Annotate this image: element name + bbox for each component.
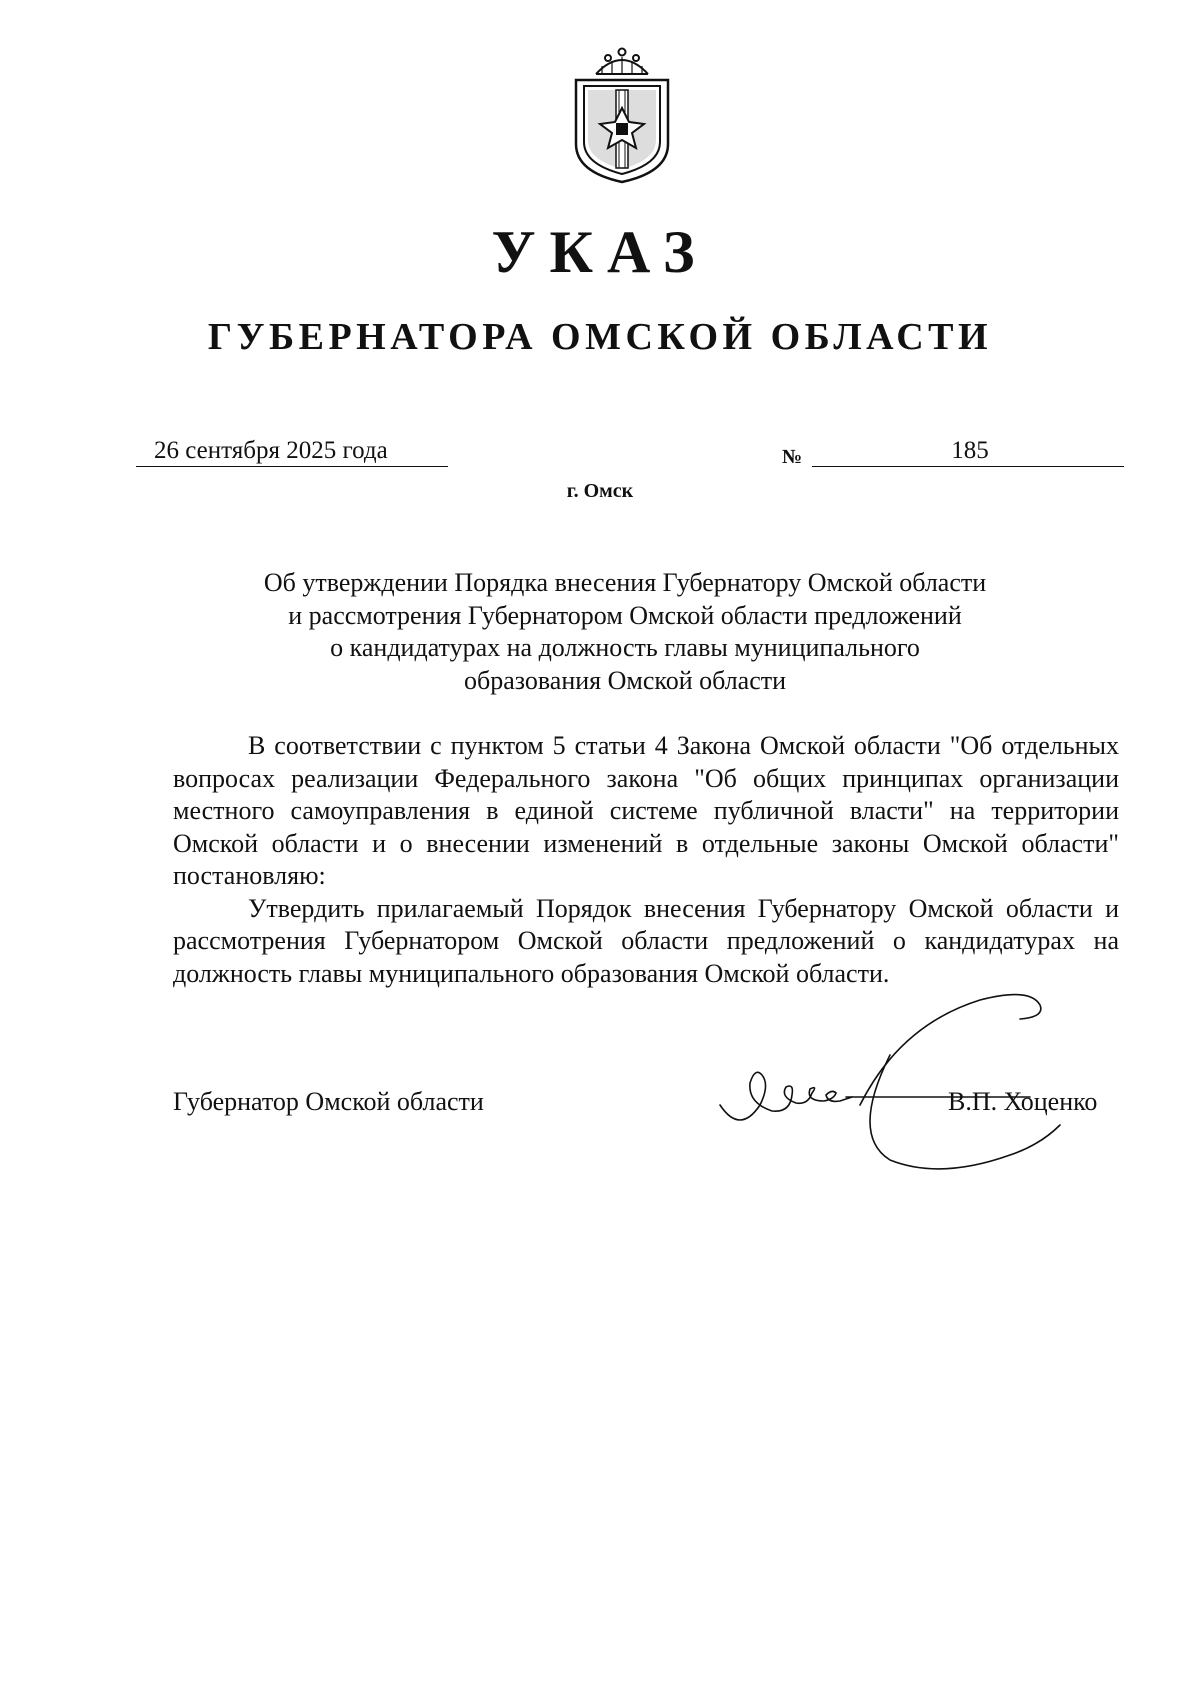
body-paragraph: В соответствии с пунктом 5 статьи 4 Закона Омской области "Об отдельных вопросах реализации Федерального закона "Об общих принципах организации местного самоуправления в единой системе публичной власти" на территории Омской области и о внесении изменений в отдельные законы Омской области" постановляю: [173,731,1119,890]
document-subtitle: ГУБЕРНАТОРА ОМСКОЙ ОБЛАСТИ [207,316,993,358]
subject-line: Об утверждении Порядка внесения Губернатору Омской области [263,568,987,597]
decree-city: г. Омск [566,480,634,502]
decree-body [173,730,1119,990]
decree-number [812,436,1124,467]
document-title: УКАЗ [491,219,709,285]
subject-line: о кандидатурах на должность главы муниципального [330,633,920,662]
coat-of-arms-emblem [566,44,678,184]
decree-date-text: 26 сентября 2025 года [154,437,388,464]
decree-subject [170,567,1080,697]
subject-line: и рассмотрения Губернатором Омской области предложений [288,600,962,630]
handwritten-signature [700,985,1170,1185]
subject-line: образования Омской области [463,665,787,695]
signatory-position: Губернатор Омской области [173,1087,484,1116]
body-paragraph: Утвердить прилагаемый Порядок внесения Губернатору Омской области и рассмотрения Губернатором Омской области предложений о кандидатурах на должность главы муниципального образования Омской области. [173,893,1119,988]
signatory-name: В.П. Хоценко [948,1087,1098,1116]
decree-number-label: № [782,446,803,468]
decree-number-text: 185 [951,437,989,464]
decree-date [136,436,448,467]
